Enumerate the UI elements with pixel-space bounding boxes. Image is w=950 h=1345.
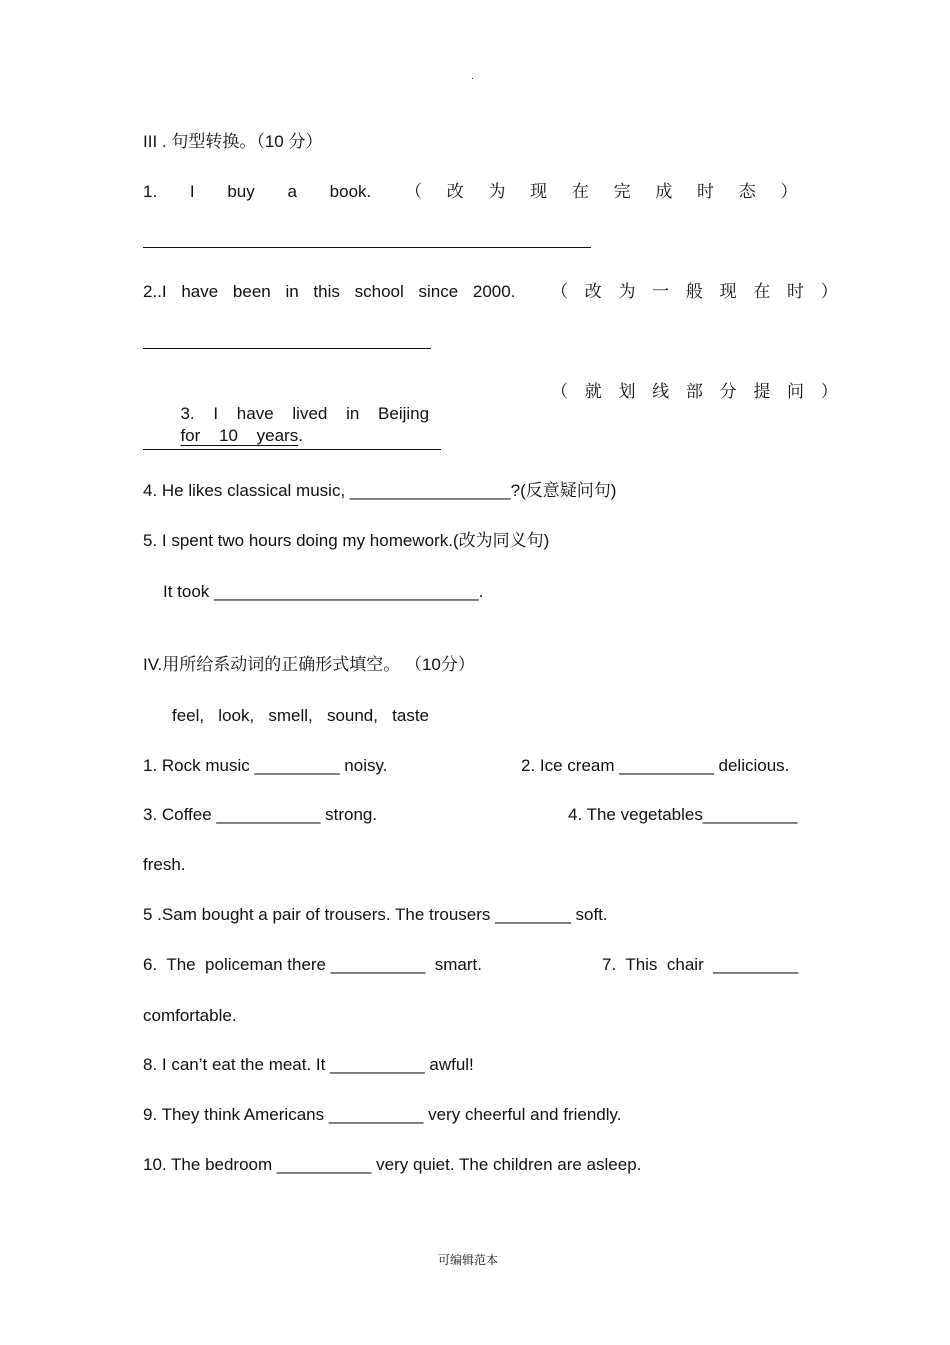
section-4-heading: IV.用所给系动词的正确形式填空。 （10分） <box>143 655 475 674</box>
question-4-5: 5 .Sam bought a pair of trousers. The trousers ________ soft. <box>143 905 608 924</box>
question-3-1: 1. I buy a book. <box>143 182 372 201</box>
question-4-4: 4. The vegetables__________ <box>568 805 798 824</box>
footer-text: 可编辑范本 <box>438 1253 499 1267</box>
question-3-2: 2..I have been in this school since 2000. <box>143 282 516 301</box>
question-4-6: 6. The policeman there __________ smart. <box>143 955 482 974</box>
question-3-2-instruction: （ 改 为 一 般 现 在 时 ） <box>551 282 844 301</box>
header-dot: . <box>471 71 474 82</box>
question-3-5: 5. I spent two hours doing my homework.(改为同义句) <box>143 531 550 550</box>
word-bank: feel, look, smell, sound, taste <box>172 706 430 725</box>
question-3-5-answer: It took ____________________________. <box>163 582 484 601</box>
question-4-3: 3. Coffee ___________ strong. <box>143 805 378 824</box>
question-3-3-prefix: 3. I have lived in Beijing <box>180 404 430 423</box>
question-3-3 <box>143 381 429 447</box>
question-4-7: 7. This chair _________ <box>602 955 799 974</box>
question-3-3-underlined: for 10 years <box>180 426 299 445</box>
section-3-heading: III . 句型转换。（10 分） <box>143 132 323 151</box>
question-3-4: 4. He likes classical music, _________________?(反意疑问句) <box>143 481 617 500</box>
question-4-10: 10. The bedroom __________ very quiet. The children are asleep. <box>143 1155 642 1174</box>
question-3-3-instruction: （ 就 划 线 部 分 提 问 ） <box>551 382 844 401</box>
question-4-1: 1. Rock music _________ noisy. <box>143 756 388 775</box>
answer-line-3-1 <box>143 247 591 248</box>
question-4-4-continued: fresh. <box>143 855 186 874</box>
question-4-2: 2. Ice cream __________ delicious. <box>521 756 790 775</box>
question-4-9: 9. They think Americans __________ very cheerful and friendly. <box>143 1105 622 1124</box>
question-4-7-continued: comfortable. <box>143 1006 237 1025</box>
answer-line-3-2 <box>143 348 431 349</box>
question-3-1-instruction: （ 改 为 现 在 完 成 时 态 ） <box>405 182 808 201</box>
question-3-3-suffix: . <box>298 426 303 445</box>
answer-line-3-3 <box>143 449 441 450</box>
question-4-8: 8. I can’t eat the meat. It __________ awful! <box>143 1055 474 1074</box>
